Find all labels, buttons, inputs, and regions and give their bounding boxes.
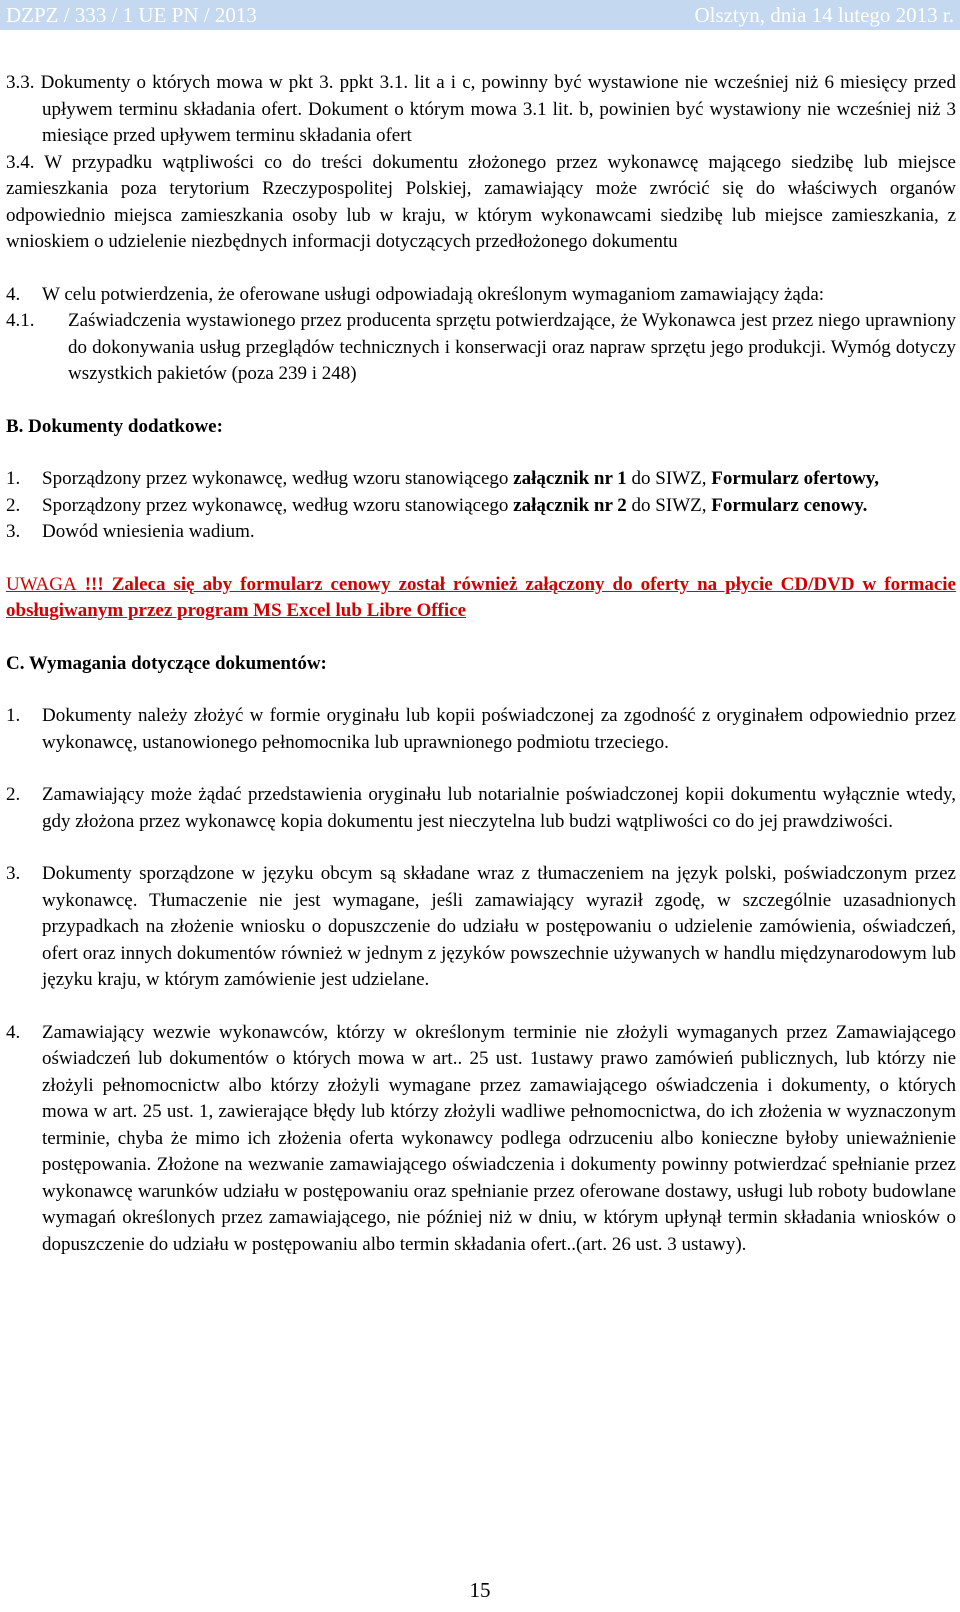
section-4-text: W celu potwierdzenia, że oferowane usługi odpowiadają określonym wymaganiom zamawiający żąda: — [42, 283, 825, 305]
section-c-item-3 — [6, 861, 956, 994]
section-3-3-text: Dokumenty o których mowa w pkt 3. ppkt 3.1. lit a i c, powinny być wystawione nie wcześniej niż 6 miesięcy przed upływem terminu składania ofert. Dokument o którym mowa 3.1 lit. b, powinien być wystawiony nie wcześniej niż 3 miesiące przed upływem terminu składania ofert — [40, 72, 956, 146]
section-b-title: B. Dokumenty dodatkowe: — [6, 415, 223, 437]
section-4-1-text: Zaświadczenia wystawionego przez producenta sprzętu potwierdzające, że Wykonawca jest przez niego uprawniony do dokonywania usług przeglądów technicznych i konserwacji oraz napraw sprzętu jego produkcji. Wymóg dotyczy wszystkich pakietów (poza 239 i 248) — [68, 310, 956, 384]
section-b-item-1-pre: Sporządzony przez wykonawcę, według wzoru stanowiącego — [42, 468, 514, 489]
section-3-4-number: 3.4. — [6, 151, 35, 173]
section-b-item-1-bold: załącznik nr 1 — [513, 468, 627, 489]
section-3-4 — [6, 150, 956, 256]
page-header — [0, 0, 960, 30]
section-c-item-1-number: 1. — [6, 705, 21, 726]
section-b-item-2-post: do SIWZ, — [626, 494, 712, 516]
section-4-1 — [6, 308, 956, 388]
document-body — [6, 70, 956, 1258]
section-b-item-2-bold: załącznik nr 2 — [513, 494, 627, 516]
section-b-item-3-number: 3. — [6, 521, 21, 542]
section-3-3-number: 3.3. — [6, 72, 35, 93]
section-c-item-2 — [6, 782, 956, 835]
section-c-item-1 — [6, 703, 956, 756]
section-b-item-1-form: Formularz ofertowy, — [711, 468, 880, 489]
section-b-item-2-form: Formularz cenowy. — [711, 494, 868, 516]
page-number: 15 — [469, 1578, 491, 1602]
section-b-item-2-pre: Sporządzony przez wykonawcę, według wzoru stanowiącego — [42, 494, 514, 516]
section-c-item-4 — [6, 1020, 956, 1259]
warning-notice — [6, 572, 956, 625]
section-3-3 — [6, 70, 956, 150]
warning-text: !!! Zaleca się aby formularz cenowy został również załączony do oferty na płycie CD/DVD w formacie obsługiwanym przez program MS Excel lub Libre Office — [6, 573, 956, 621]
section-c-item-2-number: 2. — [6, 784, 21, 805]
section-b-item-1-post: do SIWZ, — [626, 468, 712, 489]
section-3-4-text: W przypadku wątpliwości co do treści dokumentu złożonego przez wykonawcę mającego siedzibę lub miejsce zamieszkania poza terytorium Rzeczypospolitej Polskiej, zamawiający może zwrócić się do właściwych organów odpowiednio miejsca zamieszkania osoby lub w kraju, w którym wykonawcami siedzibę lub miejsce zamieszkania, z wnioskiem o udzielenie niezbędnych informacji dotyczących przedłożonego dokumentu — [6, 151, 956, 252]
section-c-item-4-number: 4. — [6, 1021, 21, 1043]
section-4-number: 4. — [6, 283, 21, 305]
section-c-title: C. Wymagania dotyczące dokumentów: — [6, 652, 327, 674]
document-date: Olsztyn, dnia 14 lutego 2013 r. — [694, 3, 954, 27]
section-b-item-2-number: 2. — [6, 494, 21, 516]
document-reference: DZPZ / 333 / 1 UE PN / 2013 — [6, 3, 257, 27]
section-4-1-number: 4.1. — [6, 310, 35, 331]
section-b-item-3 — [6, 519, 956, 546]
section-b-item-1 — [6, 466, 956, 493]
section-b-item-3-text: Dowód wniesienia wadium. — [42, 521, 255, 542]
section-c-item-4-text: Zamawiający wezwie wykonawców, którzy w określonym terminie nie złożyli wymaganych przez Zamawiającego oświadczeń lub dokumentów o których mowa w art.. 25 ust. 1ustawy prawo zamówień publicznych, lub którzy nie złożyli pełnomocnictw albo którzy złożyli wymagane przez zamawiającego oświadczenia i dokumenty, o których mowa w art. 25 ust. 1, zawierające błędy lub którzy złożyli wadliwe pełnomocnictwa, do ich złożenia w wyznaczonym terminie, chyba że mimo ich złożenia oferta wykonawcy podlega odrzuceniu albo konieczne byłoby unieważnienie postępowania. Złożone na wezwanie zamawiającego oświadczenia i dokumenty powinny potwierdzać spełnianie przez wykonawcę warunków udziału w postępowaniu oraz spełnianie przez oferowane dostawy, usługi lub roboty budowlane wymagań określonych przez zamawiającego, nie później niż w dniu, w którym upłynął termin składania wniosków o dopuszczenie do udziału w postępowaniu albo termin składania ofert..(art. 26 ust. 3 ustawy). — [42, 1021, 956, 1255]
section-c-item-2-text: Zamawiający może żądać przedstawienia oryginału lub notarialnie poświadczonej kopii dokumentu wyłącznie wtedy, gdy złożona przez wykonawcę kopia dokumentu jest nieczytelna lub budzi wątpliwości co do jej prawdziwości. — [42, 784, 956, 832]
section-b-item-1-number: 1. — [6, 468, 21, 489]
section-c-item-3-number: 3. — [6, 863, 21, 884]
section-4 — [6, 282, 956, 309]
warning-label: UWAGA — [6, 573, 77, 595]
section-c-item-3-text: Dokumenty sporządzone w języku obcym są składane wraz z tłumaczeniem na język polski, poświadczonym przez wykonawcę. Tłumaczenie nie jest wymagane, jeśli zamawiający wyraził zgodę, w szczególnie uzasadnionych przypadkach na złożenie wniosku o dopuszczenie do udziału w postępowaniu o udzielenie zamówienia, oświadczeń, ofert oraz innych dokumentów również w jednym z języków powszechnie używanych w handlu międzynarodowym lub języku kraju, w którym zamówienie jest udzielane. — [42, 863, 956, 990]
section-c-item-1-text: Dokumenty należy złożyć w formie oryginału lub kopii poświadczonej za zgodność z oryginałem odpowiednio przez wykonawcę, ustanowionego pełnomocnika lub uprawnionego podmiotu trzeciego. — [42, 705, 956, 753]
section-b-item-2 — [6, 493, 956, 520]
